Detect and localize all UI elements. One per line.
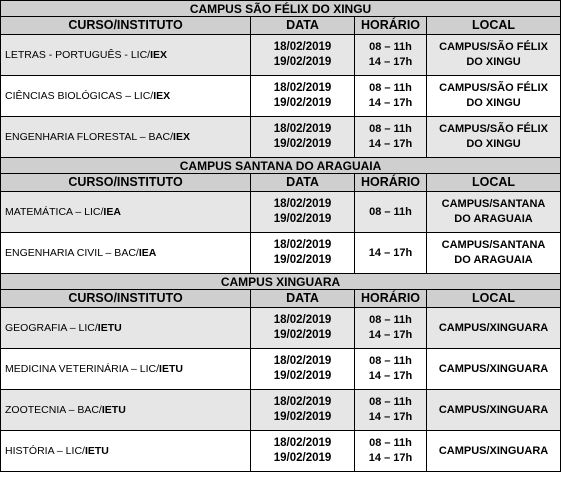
text-line: CAMPUS/XINGUARA <box>438 362 549 375</box>
text-line: 18/02/2019 <box>273 355 332 367</box>
table-row <box>1 349 561 390</box>
institute-code: IEA <box>138 246 157 259</box>
header-local: LOCAL <box>427 17 561 35</box>
campus-title-row <box>1 158 561 174</box>
column-header-row <box>1 290 561 308</box>
header-date: DATA <box>251 290 355 308</box>
course-name: CIÊNCIAS BIOLÓGICAS – LIC/ <box>5 89 154 102</box>
local-cell <box>427 308 561 349</box>
course-cell <box>1 349 251 390</box>
hour-cell <box>355 76 427 117</box>
course-name: MATEMÁTICA – LIC/ <box>5 205 104 218</box>
campus-title-row <box>1 274 561 290</box>
institute-code: IEX <box>153 89 171 102</box>
text-line: 08 – 11h <box>369 396 412 408</box>
text-line: 19/02/2019 <box>273 370 332 382</box>
course-cell <box>1 308 251 349</box>
date-cell <box>251 192 355 233</box>
text-line: 18/02/2019 <box>273 82 332 94</box>
course-name: GEOGRAFIA – LIC/ <box>5 321 98 334</box>
hour-cell <box>355 117 427 158</box>
hour-cell <box>355 35 427 76</box>
hour-cell <box>355 390 427 431</box>
text-line: DO ARAGUAIA <box>454 213 533 225</box>
text-line: DO XINGU <box>466 97 521 109</box>
text-line: 19/02/2019 <box>273 213 332 225</box>
table-row <box>1 192 561 233</box>
campus-title-row <box>1 1 561 17</box>
text-line: DO XINGU <box>466 56 521 68</box>
header-hour: HORÁRIO <box>355 17 427 35</box>
date-cell <box>251 76 355 117</box>
text-line: 18/02/2019 <box>273 314 332 326</box>
header-course: CURSO/INSTITUTO <box>1 290 251 308</box>
header-local: LOCAL <box>427 174 561 192</box>
text-line: CAMPUS/SANTANA <box>441 198 546 210</box>
hour-cell <box>355 349 427 390</box>
course-cell <box>1 76 251 117</box>
text-line: DO ARAGUAIA <box>454 254 533 266</box>
course-name: ZOOTECNIA – BAC/ <box>5 403 102 416</box>
course-cell <box>1 117 251 158</box>
hour-cell <box>355 233 427 274</box>
text-line: CAMPUS/SANTANA <box>441 239 546 251</box>
header-course: CURSO/INSTITUTO <box>1 17 251 35</box>
header-course: CURSO/INSTITUTO <box>1 174 251 192</box>
text-line: 19/02/2019 <box>273 138 332 150</box>
text-line: CAMPUS/SÃO FÉLIX <box>439 82 548 94</box>
text-line: 14 – 17h <box>368 452 413 464</box>
text-line: 19/02/2019 <box>273 254 332 266</box>
table-row <box>1 431 561 472</box>
text-line: 18/02/2019 <box>273 396 332 408</box>
text-line: 18/02/2019 <box>273 437 332 449</box>
local-cell <box>427 35 561 76</box>
institute-code: IETU <box>84 444 109 457</box>
text-line: DO XINGU <box>466 138 521 150</box>
text-line: 14 – 17h <box>368 370 413 382</box>
schedule-table-body <box>1 1 561 472</box>
date-cell <box>251 35 355 76</box>
course-cell <box>1 390 251 431</box>
text-line: 18/02/2019 <box>273 239 332 251</box>
institute-code: IETU <box>159 362 183 375</box>
text-line: 14 – 17h <box>368 138 413 150</box>
text-line: 18/02/2019 <box>273 41 332 53</box>
text-line: 08 – 11h <box>369 437 412 449</box>
local-cell <box>427 349 561 390</box>
course-cell <box>1 233 251 274</box>
course-cell <box>1 431 251 472</box>
text-line: 14 – 17h <box>368 97 413 109</box>
text-line: CAMPUS/XINGUARA <box>438 403 549 416</box>
header-hour: HORÁRIO <box>355 174 427 192</box>
course-name: MEDICINA VETERINÁRIA – LIC/ <box>5 362 160 375</box>
text-line: 08 – 11h <box>369 123 412 135</box>
hour-cell <box>355 431 427 472</box>
date-cell <box>251 233 355 274</box>
course-name: LETRAS - PORTUGUÊS - LIC/ <box>5 48 151 61</box>
text-line: CAMPUS/XINGUARA <box>438 444 549 457</box>
text-line: 19/02/2019 <box>273 56 332 68</box>
text-line: CAMPUS/XINGUARA <box>438 321 549 334</box>
header-date: DATA <box>251 17 355 35</box>
header-hour: HORÁRIO <box>355 290 427 308</box>
local-cell <box>427 233 561 274</box>
date-cell <box>251 390 355 431</box>
local-cell <box>427 76 561 117</box>
text-line: 14 – 17h <box>368 329 413 341</box>
campus-title: CAMPUS XINGUARA <box>1 274 561 290</box>
text-line: 18/02/2019 <box>273 198 332 210</box>
course-name: ENGENHARIA CIVIL – BAC/ <box>5 246 139 259</box>
institute-code: IEX <box>173 130 190 143</box>
course-name: HISTÓRIA – LIC/ <box>5 444 85 457</box>
course-name: ENGENHARIA FLORESTAL – BAC/ <box>5 130 174 143</box>
date-cell <box>251 431 355 472</box>
table-row <box>1 390 561 431</box>
hour-cell <box>355 192 427 233</box>
text-line: 19/02/2019 <box>273 411 332 423</box>
institute-code: IETU <box>97 321 122 334</box>
local-cell <box>427 431 561 472</box>
institute-code: IETU <box>101 403 126 416</box>
local-cell <box>427 390 561 431</box>
text-line: 19/02/2019 <box>273 452 332 464</box>
text-line: 08 – 11h <box>369 41 412 53</box>
table-row <box>1 76 561 117</box>
campus-title: CAMPUS SANTANA DO ARAGUAIA <box>1 158 561 174</box>
table-row <box>1 233 561 274</box>
local-cell <box>427 192 561 233</box>
table-row <box>1 117 561 158</box>
table-row <box>1 35 561 76</box>
institute-code: IEX <box>150 48 168 61</box>
text-line: CAMPUS/SÃO FÉLIX <box>439 123 548 135</box>
hour-cell <box>355 308 427 349</box>
header-date: DATA <box>251 174 355 192</box>
text-line: 19/02/2019 <box>273 97 332 109</box>
date-cell <box>251 349 355 390</box>
text-line: 08 – 11h <box>369 82 412 94</box>
course-cell <box>1 192 251 233</box>
text-line: 08 – 11h <box>369 205 412 218</box>
date-cell <box>251 308 355 349</box>
text-line: 18/02/2019 <box>273 123 332 135</box>
column-header-row <box>1 174 561 192</box>
campus-title: CAMPUS SÃO FÉLIX DO XINGU <box>1 1 561 17</box>
column-header-row <box>1 17 561 35</box>
table-row <box>1 308 561 349</box>
header-local: LOCAL <box>427 290 561 308</box>
text-line: 14 – 17h <box>368 411 413 423</box>
text-line: 08 – 11h <box>369 355 412 367</box>
text-line: 14 – 17h <box>368 56 413 68</box>
date-cell <box>251 117 355 158</box>
text-line: 14 – 17h <box>368 246 413 259</box>
local-cell <box>427 117 561 158</box>
text-line: CAMPUS/SÃO FÉLIX <box>439 41 548 53</box>
text-line: 19/02/2019 <box>273 329 332 341</box>
text-line: 08 – 11h <box>369 314 412 326</box>
course-cell <box>1 35 251 76</box>
institute-code: IEA <box>103 205 121 218</box>
